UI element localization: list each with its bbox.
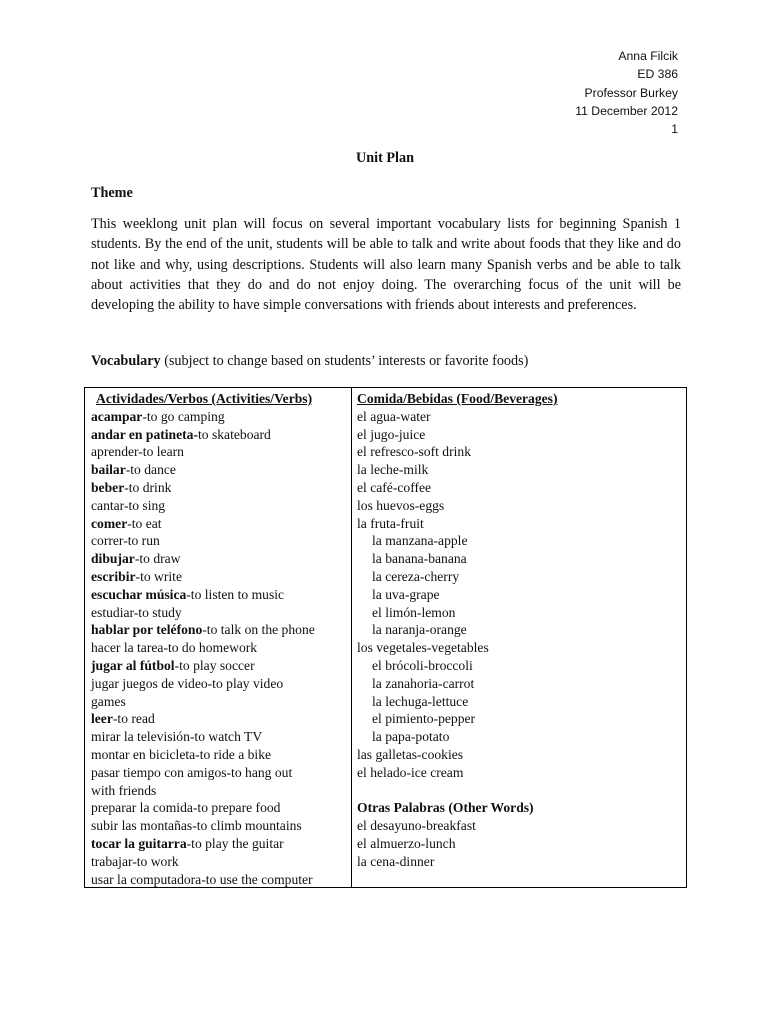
food-item: el helado-ice cream <box>357 764 464 780</box>
vocab-term: dibujar <box>91 551 135 567</box>
vocab-row <box>91 853 349 871</box>
section-gap <box>357 782 683 800</box>
course-code: ED 386 <box>637 67 678 82</box>
food-column <box>357 390 683 871</box>
vocab-term: aprender <box>91 444 139 460</box>
vocab-term: jugar al fútbol <box>91 657 175 673</box>
food-item: la zanahoria-carrot <box>372 675 475 691</box>
vocab-term: estudiar <box>91 604 134 620</box>
vocab-row <box>91 639 349 657</box>
vocab-definition: -to play soccer <box>174 657 255 673</box>
vocab-term: montar en bicicleta <box>91 746 196 762</box>
vocab-row <box>91 586 349 604</box>
vocab-definition: -to study <box>133 604 182 620</box>
vocab-row <box>91 728 349 746</box>
vocab-term: leer <box>91 711 113 727</box>
vocabulary-table <box>84 387 687 888</box>
vocab-term: andar en patineta- <box>91 426 198 442</box>
page-number: 1 <box>671 122 678 137</box>
vocab-definition: -to hang out <box>226 764 293 780</box>
vocab-definition: -to ride a bike <box>195 746 272 762</box>
food-item: la cereza-cherry <box>372 568 460 584</box>
theme-paragraph: This weeklong unit plan will focus on several important vocabulary lists for beginning Spanish 1 students. By the end of the unit, students will be able to talk and write about foods that they like and do not like and why, using descriptions. Students will also learn many Spanish verbs and be able to talk about activities that they do and do not enjoy doing. The overarching focus of the unit will be developing the ability to have simple conversations with friends about interests and preferences. <box>91 216 681 314</box>
vocab-definition: -to drink <box>124 479 172 495</box>
other-word-item: el desayuno-breakfast <box>357 818 476 834</box>
vocab-term: pasar tiempo con amigos <box>91 764 227 780</box>
vocab-definition: -to play the guitar <box>186 835 284 851</box>
document-header <box>575 47 678 138</box>
vocab-definition: -to climb mountains <box>192 818 302 834</box>
activities-heading: Actividades/Verbos (Activities/Verbs) <box>96 391 313 406</box>
vocab-definition: -to read <box>112 711 155 727</box>
vocab-definition: -to do homework <box>163 640 258 656</box>
other-word-item: la cena-dinner <box>357 853 435 869</box>
food-item: los vegetales-vegetables <box>357 640 489 656</box>
vocab-definition: games <box>91 693 126 709</box>
vocab-term: bailar <box>91 462 126 478</box>
vocab-term: beber <box>91 479 125 495</box>
food-item: el brócoli-broccoli <box>372 657 473 673</box>
food-item: el refresco-soft drink <box>357 444 471 460</box>
vocab-term: tocar la guitarra <box>91 835 187 851</box>
food-item: la lechuga-lettuce <box>372 693 469 709</box>
vocab-term: trabajar <box>91 853 133 869</box>
vocab-row <box>91 461 349 479</box>
vocab-row <box>91 568 349 586</box>
vocab-row <box>91 515 349 533</box>
food-item: el agua-water <box>357 408 431 424</box>
food-item: la leche-milk <box>357 462 429 478</box>
vocabulary-note: (subject to change based on students’ interests or favorite foods) <box>160 353 529 369</box>
vocab-term: mirar la televisión <box>91 729 190 745</box>
food-item: la naranja-orange <box>372 622 467 638</box>
food-item: el café-coffee <box>357 479 432 495</box>
food-item: la manzana-apple <box>372 533 468 549</box>
vocab-term: preparar la comida <box>91 800 193 816</box>
vocab-term: correr <box>91 533 124 549</box>
vocab-row <box>91 621 349 639</box>
vocab-row <box>91 817 349 835</box>
vocab-row <box>91 550 349 568</box>
food-item: las galletas-cookies <box>357 746 464 762</box>
vocab-definition: -to run <box>123 533 160 549</box>
vocab-row <box>91 764 349 782</box>
vocab-row <box>91 657 349 675</box>
theme-heading: Theme <box>91 185 133 201</box>
food-item: la banana-banana <box>372 551 467 567</box>
vocab-definition: -to watch TV <box>189 729 263 745</box>
vocab-row <box>91 497 349 515</box>
vocabulary-heading: Vocabulary <box>91 353 161 369</box>
vocab-row <box>91 532 349 550</box>
vocab-term: comer <box>91 515 128 531</box>
author-name: Anna Filcik <box>618 49 678 63</box>
food-item: el pimiento-pepper <box>372 711 476 727</box>
vocab-row <box>91 835 349 853</box>
vocab-definition: -to use the computer <box>201 871 313 887</box>
vocab-term: hablar por teléfono <box>91 622 203 638</box>
vocab-definition: -to prepare food <box>192 800 281 816</box>
other-words-heading: Otras Palabras (Other Words) <box>357 800 534 816</box>
food-item: el jugo-juice <box>357 426 426 442</box>
food-item: el limón-lemon <box>372 604 456 620</box>
vocab-definition: -to talk on the phone <box>202 622 315 638</box>
vocab-term: acampar <box>91 408 143 424</box>
document-date: 11 December 2012 <box>575 103 678 118</box>
vocab-row <box>91 443 349 461</box>
vocab-term: subir las montañas <box>91 818 193 834</box>
vocab-term: hacer la tarea <box>91 640 164 656</box>
page-title: Unit Plan <box>356 150 414 166</box>
vocab-row <box>91 782 349 800</box>
vocab-row <box>91 799 349 817</box>
activities-column <box>91 390 349 888</box>
vocab-term: escribir <box>91 568 136 584</box>
vocab-row <box>91 693 349 711</box>
professor-name: Professor Burkey <box>584 85 678 100</box>
vocab-definition: -to go camping <box>142 408 225 424</box>
vocab-row <box>91 746 349 764</box>
vocab-term: jugar juegos de video <box>91 675 208 691</box>
vocab-definition: -to sing <box>123 497 166 513</box>
vocab-row <box>91 675 349 693</box>
vocab-definition: -to write <box>135 568 182 584</box>
vocab-row <box>91 479 349 497</box>
vocab-row <box>91 426 349 444</box>
vocab-definition: with friends <box>91 782 157 798</box>
column-divider <box>351 388 352 887</box>
food-item: los huevos-eggs <box>357 497 445 513</box>
food-item: la uva-grape <box>372 586 440 602</box>
vocab-row <box>91 871 349 889</box>
other-word-item: el almuerzo-lunch <box>357 835 456 851</box>
food-item: la papa-potato <box>372 729 450 745</box>
food-item: la fruta-fruit <box>357 515 424 531</box>
vocab-row <box>91 710 349 728</box>
vocab-definition: -to draw <box>134 551 181 567</box>
vocab-term: usar la computadora <box>91 871 202 887</box>
vocab-term: escuchar música <box>91 586 187 602</box>
vocab-definition: -to eat <box>127 515 162 531</box>
vocab-row <box>91 408 349 426</box>
vocab-definition: -to dance <box>125 462 176 478</box>
vocab-definition: -to work <box>132 853 179 869</box>
vocab-term: cantar <box>91 497 124 513</box>
vocab-definition: -to learn <box>138 444 184 460</box>
vocabulary-line <box>91 353 528 370</box>
vocab-definition: -to listen to music <box>186 586 285 602</box>
vocab-definition: -to play video <box>207 675 284 691</box>
food-heading: Comida/Bebidas (Food/Beverages) <box>357 391 558 406</box>
vocab-definition: to skateboard <box>198 426 271 442</box>
vocab-row <box>91 604 349 622</box>
